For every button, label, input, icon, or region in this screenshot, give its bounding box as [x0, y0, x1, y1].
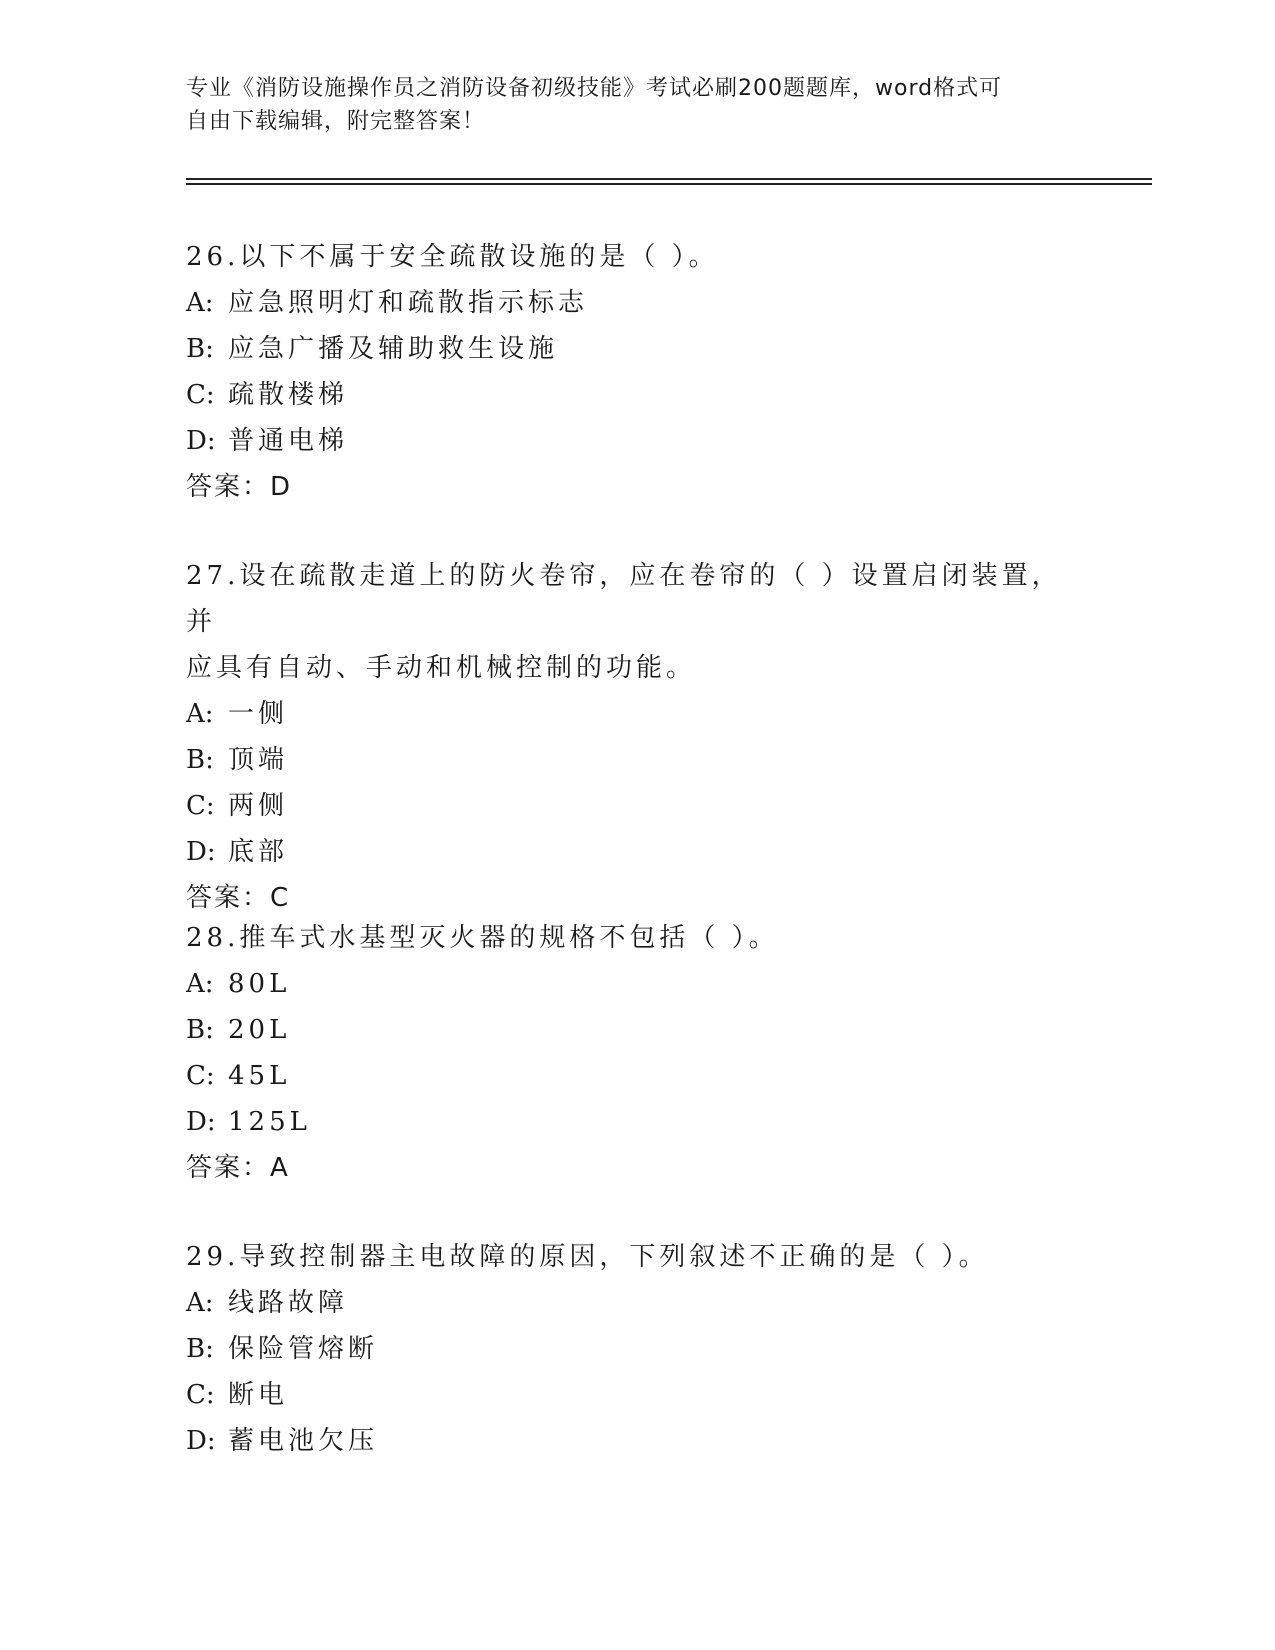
- option-d: [186, 418, 1086, 464]
- option-key: A:: [186, 288, 214, 318]
- option-b: [186, 326, 1086, 372]
- option-key: B:: [186, 334, 214, 364]
- option-text: 线路故障: [228, 1288, 349, 1318]
- answer: 答案：C: [186, 883, 291, 913]
- option-text: 45L: [228, 1061, 291, 1091]
- option-key: B:: [186, 1015, 214, 1045]
- option-text: 应急广播及辅助救生设施: [228, 334, 559, 364]
- question-stem-line-1: 27.设在疏散走道上的防火卷帘，应在卷帘的（ ）设置启闭装置，并: [186, 561, 1062, 637]
- option-a: [186, 1280, 1086, 1326]
- question-28: [186, 915, 1086, 1191]
- option-c: [186, 372, 1086, 418]
- option-key: B:: [186, 1334, 214, 1364]
- header-divider-top: [186, 178, 1152, 180]
- question-29: [186, 1234, 1086, 1464]
- option-text: 80L: [228, 969, 291, 999]
- option-text: 底部: [228, 837, 289, 867]
- option-c: [186, 783, 1086, 829]
- answer: 答案：A: [186, 1153, 290, 1183]
- option-key: C:: [186, 1380, 215, 1410]
- option-b: [186, 737, 1086, 783]
- option-text: 疏散楼梯: [228, 380, 349, 410]
- document-header: [186, 72, 1066, 138]
- option-key: D:: [186, 426, 216, 456]
- option-text: 20L: [228, 1015, 291, 1045]
- option-key: A:: [186, 969, 214, 999]
- option-key: C:: [186, 380, 215, 410]
- option-key: C:: [186, 1061, 215, 1091]
- option-d: [186, 1418, 1086, 1464]
- option-key: A:: [186, 699, 214, 729]
- option-key: D:: [186, 837, 216, 867]
- option-key: D:: [186, 1426, 216, 1456]
- option-c: [186, 1053, 1086, 1099]
- option-text: 普通电梯: [228, 426, 349, 456]
- option-b: [186, 1007, 1086, 1053]
- option-text: 两侧: [228, 791, 289, 821]
- question-27: [186, 553, 1086, 921]
- option-text: 应急照明灯和疏散指示标志: [228, 288, 589, 318]
- header-line-2: 自由下载编辑，附完整答案！: [186, 109, 486, 134]
- option-a: [186, 691, 1086, 737]
- option-key: B:: [186, 745, 214, 775]
- question-stem: 29.导致控制器主电故障的原因，下列叙述不正确的是（ ）。: [186, 1242, 989, 1272]
- option-text: 断电: [228, 1380, 289, 1410]
- option-text: 顶端: [228, 745, 289, 775]
- option-key: C:: [186, 791, 215, 821]
- question-26: [186, 234, 1086, 510]
- answer: 答案：D: [186, 472, 293, 502]
- option-key: D:: [186, 1107, 216, 1137]
- option-text: 保险管熔断: [228, 1334, 379, 1364]
- option-d: [186, 829, 1086, 875]
- option-text: 蓄电池欠压: [228, 1426, 379, 1456]
- question-stem: 28.推车式水基型灭火器的规格不包括（ ）。: [186, 923, 779, 953]
- option-text: 125L: [228, 1107, 311, 1137]
- header-line-1: 专业《消防设施操作员之消防设备初级技能》考试必刷200题题库，word格式可: [186, 76, 1003, 101]
- option-b: [186, 1326, 1086, 1372]
- option-d: [186, 1099, 1086, 1145]
- question-stem-line-2: 应具有自动、手动和机械控制的功能。: [186, 653, 697, 683]
- option-a: [186, 280, 1086, 326]
- option-key: A:: [186, 1288, 214, 1318]
- question-stem: 26.以下不属于安全疏散设施的是（ ）。: [186, 242, 719, 272]
- option-a: [186, 961, 1086, 1007]
- header-divider-bottom: [186, 183, 1152, 185]
- option-text: 一侧: [228, 699, 289, 729]
- option-c: [186, 1372, 1086, 1418]
